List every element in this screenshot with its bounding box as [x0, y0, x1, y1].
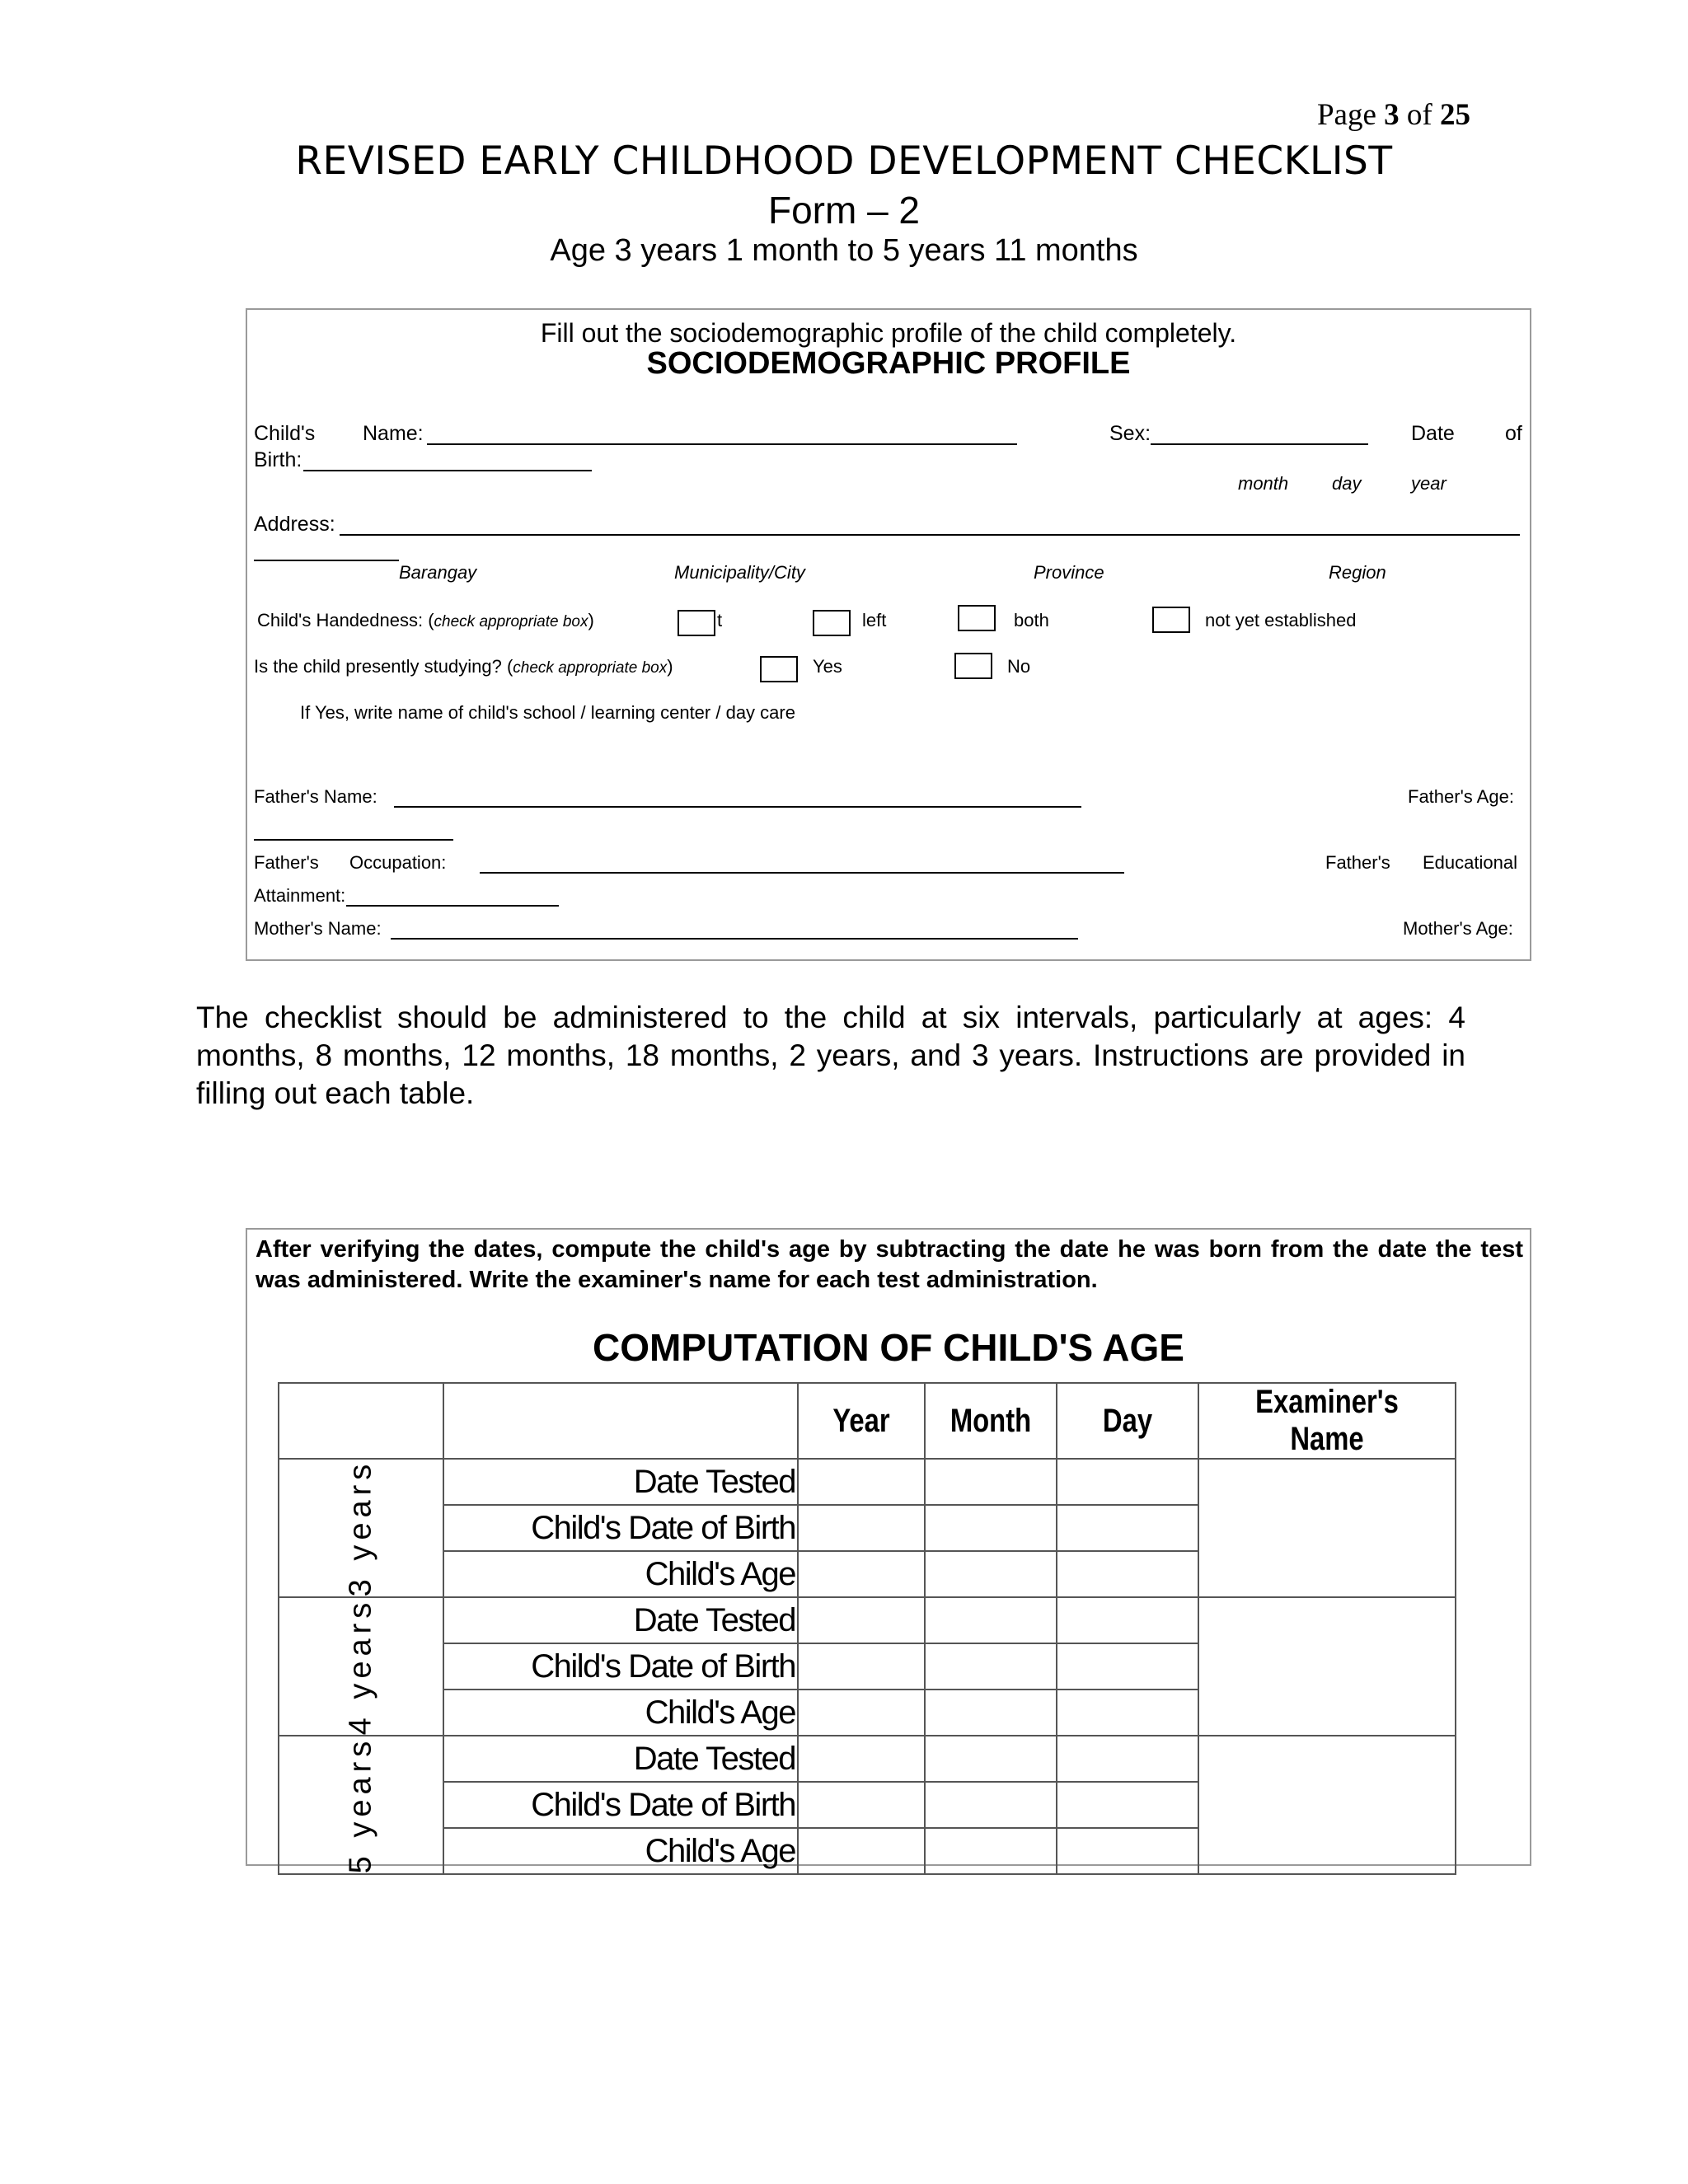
row-label: Child's Age: [443, 1551, 798, 1597]
father-occupation-prefix: Father's: [254, 852, 319, 873]
column-year: Year: [809, 1383, 913, 1459]
group-5-years: [279, 1736, 443, 1874]
page-number: Page 3 of 25: [1316, 98, 1470, 132]
handedness-both-label: both: [1014, 610, 1049, 630]
row-label: Child's Date of Birth: [443, 1782, 798, 1828]
handedness-not-established-label: not yet established: [1205, 610, 1357, 630]
region-caption: Region: [1329, 562, 1386, 583]
day-cell[interactable]: [1057, 1643, 1198, 1690]
table-header-blank: [443, 1383, 798, 1459]
form-subtitle: Form – 2: [767, 189, 921, 232]
dob-month-caption: month: [1238, 473, 1289, 494]
age-computation-table: [278, 1382, 1456, 1875]
day-cell[interactable]: [1057, 1828, 1198, 1874]
year-cell[interactable]: [798, 1597, 925, 1643]
examiner-name-cell[interactable]: [1198, 1736, 1456, 1874]
day-cell[interactable]: [1057, 1551, 1198, 1597]
year-cell[interactable]: [798, 1459, 925, 1505]
day-cell[interactable]: [1057, 1782, 1198, 1828]
studying-no-checkbox[interactable]: [954, 653, 992, 679]
address-field-continued[interactable]: [254, 560, 399, 561]
father-edu-prefix: Father's: [1325, 852, 1390, 873]
month-cell[interactable]: [925, 1551, 1057, 1597]
column-examiner-name: Examiner's Name: [1221, 1383, 1432, 1459]
day-cell[interactable]: [1057, 1736, 1198, 1782]
address-label: Address:: [254, 513, 335, 536]
year-cell[interactable]: [798, 1782, 925, 1828]
name-label: Name:: [363, 422, 424, 445]
studying-yes-label: Yes: [813, 656, 842, 677]
father-education-field[interactable]: [346, 905, 559, 907]
year-cell[interactable]: [798, 1828, 925, 1874]
sex-field[interactable]: [1151, 443, 1368, 445]
day-cell[interactable]: [1057, 1505, 1198, 1551]
father-name-label: Father's Name:: [254, 786, 377, 807]
birth-label: Birth:: [254, 448, 302, 471]
computation-section: [246, 1228, 1531, 1874]
dob-year-caption: year: [1411, 473, 1447, 494]
mother-name-field[interactable]: [391, 938, 1078, 940]
child-name-field[interactable]: [427, 443, 1017, 445]
table-header-blank: [279, 1383, 443, 1459]
row-label: Child's Age: [443, 1690, 798, 1736]
year-cell[interactable]: [798, 1690, 925, 1736]
date-of-birth-field[interactable]: [303, 470, 592, 471]
row-label: Date Tested: [443, 1736, 798, 1782]
group-label: 4 years: [343, 1597, 378, 1736]
column-day: Day: [1069, 1383, 1185, 1459]
profile-instruction: Fill out the sociodemographic profile of the child completely.: [540, 318, 1237, 348]
day-cell[interactable]: [1057, 1597, 1198, 1643]
year-cell[interactable]: [798, 1643, 925, 1690]
handedness-left-label: left: [862, 610, 887, 630]
of-label: of: [1505, 422, 1522, 445]
day-cell[interactable]: [1057, 1459, 1198, 1505]
handedness-left-checkbox[interactable]: [813, 610, 851, 636]
day-cell[interactable]: [1057, 1690, 1198, 1736]
studying-yes-checkbox[interactable]: [760, 656, 798, 682]
table-row: [279, 1597, 1456, 1643]
attainment-label: Attainment:: [254, 885, 346, 906]
group-4-years: [279, 1597, 443, 1736]
childs-label: Child's: [254, 422, 316, 445]
row-label: Child's Age: [443, 1828, 798, 1874]
month-cell[interactable]: [925, 1736, 1057, 1782]
mother-age-label: Mother's Age:: [1403, 918, 1513, 939]
month-cell[interactable]: [925, 1459, 1057, 1505]
sociodemographic-profile-section: [246, 308, 1531, 961]
sex-label: Sex:: [1109, 422, 1151, 445]
document-title: REVISED EARLY CHILDHOOD DEVELOPMENT CHECKLIST: [295, 138, 1393, 184]
handedness-right-label: t: [717, 610, 723, 630]
month-cell[interactable]: [925, 1597, 1057, 1643]
handedness-label: Child's Handedness: (check appropriate box): [257, 610, 594, 630]
computation-heading: COMPUTATION OF CHILD'S AGE: [593, 1326, 1184, 1369]
address-field[interactable]: [340, 534, 1520, 536]
dob-day-caption: day: [1332, 473, 1362, 494]
father-age-field[interactable]: [254, 839, 453, 841]
year-cell[interactable]: [798, 1736, 925, 1782]
month-cell[interactable]: [925, 1643, 1057, 1690]
month-cell[interactable]: [925, 1690, 1057, 1736]
municipality-caption: Municipality/City: [674, 562, 805, 583]
intervals-paragraph: The checklist should be administered to the child at six intervals, particularly at ages: 4 months, 8 months, 12 months, 18 months, 2 years, and 3 years. Instructions are provided in filling out each table.: [196, 1001, 1465, 1110]
column-month: Month: [936, 1383, 1044, 1459]
occupation-label: Occupation:: [349, 852, 447, 873]
barangay-caption: Barangay: [399, 562, 477, 583]
table-row: [279, 1459, 1456, 1505]
row-label: Date Tested: [443, 1597, 798, 1643]
date-label: Date: [1411, 422, 1455, 445]
examiner-name-cell[interactable]: [1198, 1597, 1456, 1736]
province-caption: Province: [1034, 562, 1104, 583]
age-range: Age 3 years 1 month to 5 years 11 months: [550, 233, 1138, 268]
group-label: 3 years: [343, 1459, 378, 1597]
father-occupation-field[interactable]: [480, 872, 1124, 874]
father-name-field[interactable]: [394, 806, 1081, 808]
table-row: [279, 1736, 1456, 1782]
row-label: Child's Date of Birth: [443, 1643, 798, 1690]
year-cell[interactable]: [798, 1505, 925, 1551]
year-cell[interactable]: [798, 1551, 925, 1597]
row-label: Date Tested: [443, 1459, 798, 1505]
month-cell[interactable]: [925, 1828, 1057, 1874]
group-3-years: [279, 1459, 443, 1597]
month-cell[interactable]: [925, 1505, 1057, 1551]
handedness-right-checkbox[interactable]: [678, 610, 715, 636]
examiner-name-cell[interactable]: [1198, 1459, 1456, 1597]
month-cell[interactable]: [925, 1782, 1057, 1828]
handedness-not-established-checkbox[interactable]: [1152, 607, 1190, 633]
mother-name-label: Mother's Name:: [254, 918, 382, 939]
table-header-row: [279, 1383, 1456, 1459]
educational-label: Educational: [1423, 852, 1517, 873]
row-label: Child's Date of Birth: [443, 1505, 798, 1551]
computation-instruction: After verifying the dates, compute the child's age by subtracting the date he was born from the date the test was administered. Write the examiner's name for each test administration.: [256, 1236, 1523, 1293]
school-name-label: If Yes, write name of child's school / learning center / day care: [300, 702, 795, 723]
studying-no-label: No: [1007, 656, 1031, 677]
profile-heading: SOCIODEMOGRAPHIC PROFILE: [646, 346, 1131, 381]
handedness-both-checkbox[interactable]: [958, 605, 996, 631]
group-label: 5 years: [343, 1736, 378, 1874]
studying-label: Is the child presently studying? (check appropriate box): [254, 656, 673, 677]
father-age-label: Father's Age:: [1408, 786, 1514, 807]
